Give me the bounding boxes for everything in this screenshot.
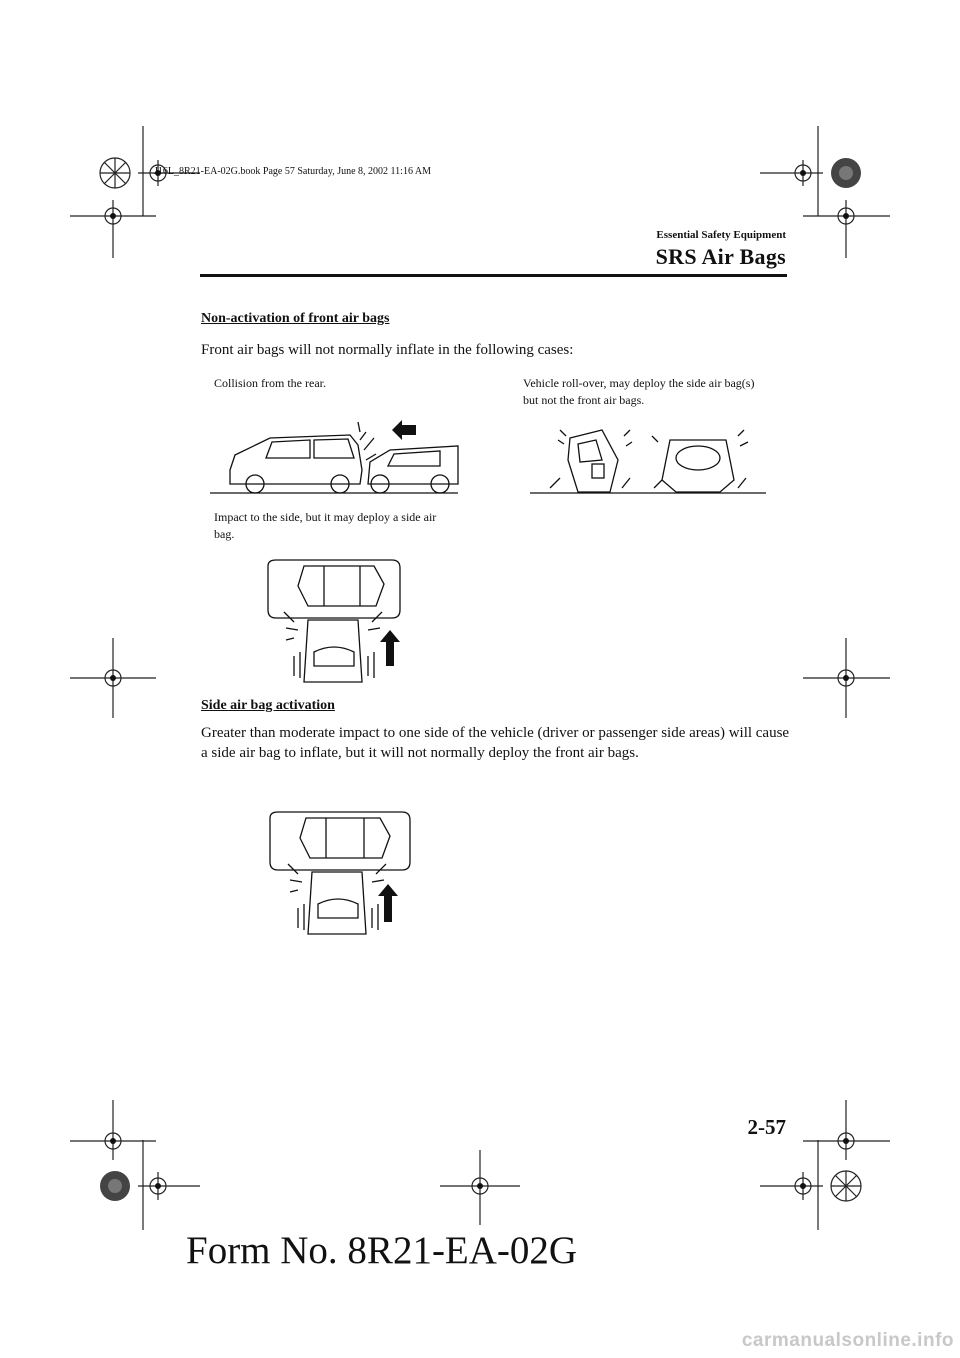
heading-side-activation: Side air bag activation — [201, 698, 335, 713]
rear-collision-illustration — [210, 410, 460, 498]
watermark: carmanualsonline.info — [741, 1330, 954, 1351]
side-impact-illustration-2 — [266, 808, 414, 934]
rollover-illustration — [530, 420, 770, 500]
side-impact-illustration-1 — [264, 556, 404, 682]
heading-non-activation: Non-activation of front air bags — [201, 311, 390, 326]
caption-rollover: Vehicle roll-over, may deploy the side air bag(s) but not the front air bags. — [523, 376, 755, 407]
page-title: SRS Air Bags — [655, 244, 786, 269]
page-number: 2-57 — [747, 1115, 786, 1139]
side-activation-text: Greater than moderate impact to one side of the vehicle (driver or passenger side areas) will cause a side air bag to inflate, but it will not normally deploy the front air bags. — [201, 725, 790, 761]
caption-rear-collision: Collision from the rear. — [214, 376, 326, 390]
file-info-line: J16L_8R21-EA-02G.book Page 57 Saturday, June 8, 2002 11:16 AM — [154, 166, 432, 177]
section-label: Essential Safety Equipment — [656, 229, 786, 241]
caption-side-impact: Impact to the side, but it may deploy a side air bag. — [214, 510, 437, 541]
intro-text: Front air bags will not normally inflate in the following cases: — [201, 342, 574, 358]
header-rule — [200, 274, 787, 277]
form-number: Form No. 8R21-EA-02G — [186, 1229, 578, 1272]
